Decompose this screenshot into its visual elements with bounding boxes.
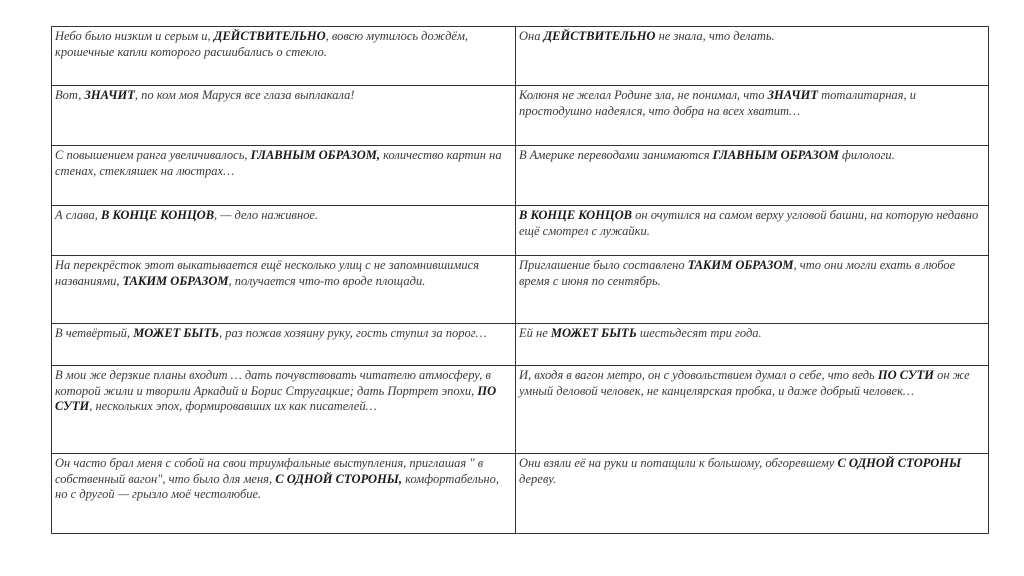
table-row bbox=[52, 206, 989, 256]
cell-text: , нескольких эпох, формировавших их как писателей… bbox=[89, 399, 377, 413]
table-cell-left bbox=[52, 256, 516, 324]
cell-text: В Америке переводами занимаются bbox=[519, 148, 713, 162]
highlighted-phrase: ЗНАЧИТ bbox=[84, 88, 135, 102]
cell-text: дереву. bbox=[519, 471, 557, 486]
cell-text: количество картин на стенах, стекляшек на люстрах… bbox=[55, 148, 502, 178]
cell-text: , по ком моя Маруся все глаза выплакала! bbox=[134, 88, 355, 102]
table-cell-left bbox=[52, 27, 516, 86]
highlighted-phrase: МОЖЕТ БЫТЬ bbox=[133, 326, 220, 340]
cell-text: , — дело наживное. bbox=[214, 208, 319, 222]
highlighted-phrase: ГЛАВНЫМ ОБРАЗОМ bbox=[712, 148, 839, 162]
table-cell-left bbox=[52, 86, 516, 146]
cell-text: тоталитарная, и простодушно надеялся, что добра на всех хватит… bbox=[519, 88, 916, 118]
cell-text: шестьдесят три года. bbox=[636, 326, 762, 340]
cell-text: , получается что-то вроде площади. bbox=[228, 273, 426, 288]
highlighted-phrase: ГЛАВНЫМ ОБРАЗОМ, bbox=[250, 148, 380, 162]
table-cell-right bbox=[516, 146, 989, 206]
cell-text: не знала, что делать. bbox=[655, 29, 775, 43]
highlighted-phrase: С ОДНОЙ СТОРОНЫ bbox=[837, 456, 962, 470]
highlighted-phrase: ТАКИМ ОБРАЗОМ bbox=[687, 258, 794, 272]
table-row bbox=[52, 366, 989, 454]
table-cell-right bbox=[516, 206, 989, 256]
table-cell-right bbox=[516, 324, 989, 366]
highlighted-phrase: МОЖЕТ БЫТЬ bbox=[550, 326, 637, 340]
cell-text: филологи. bbox=[838, 148, 895, 162]
highlighted-phrase: ДЕЙСТВИТЕЛЬНО bbox=[213, 29, 326, 43]
table-body bbox=[52, 27, 989, 534]
cell-text: он же умный деловой человек, не канцелярская пробка, и даже добрый человек… bbox=[519, 368, 970, 398]
cell-text: , раз пожав хозяину руку, гость ступил за порог… bbox=[219, 326, 487, 340]
cell-text: Вот, bbox=[55, 88, 85, 102]
cell-text: А слава, bbox=[55, 208, 102, 222]
table-row bbox=[52, 27, 989, 86]
cell-text: Колюня не желал Родине зла, не понимал, что bbox=[519, 88, 768, 102]
cell-text: В мои же дерзкие планы входит … дать почувствовать читателю атмосферу, в которой жили и творили Аркадий и Борис Стругацкие; дать Портрет эпохи, bbox=[55, 368, 491, 398]
table-cell-right bbox=[516, 86, 989, 146]
cell-text: С повышением ранга увеличивалось, bbox=[55, 148, 251, 162]
table-cell-left bbox=[52, 146, 516, 206]
highlighted-phrase: ДЕЙСТВИТЕЛЬНО bbox=[543, 29, 656, 43]
table-cell-right bbox=[516, 454, 989, 534]
table-cell-right bbox=[516, 256, 989, 324]
cell-text: он очутился на самом верху угловой башни, на которую недавно ещё смотрел с лужайки. bbox=[519, 208, 979, 238]
cell-text: И, входя в вагон метро, он с удовольствием думал о себе, что ведь bbox=[519, 368, 878, 382]
highlighted-phrase: В КОНЦЕ КОНЦОВ bbox=[101, 208, 215, 222]
cell-text: Они взяли её на руки и потащили к большому, обгоревшему bbox=[519, 456, 838, 470]
highlighted-phrase: ПО СУТИ bbox=[877, 368, 934, 382]
highlighted-phrase: ЗНАЧИТ bbox=[767, 88, 819, 102]
table-cell-left bbox=[52, 206, 516, 256]
cell-text: Небо было низким и серым и, bbox=[55, 29, 214, 43]
cell-text: комфортабельно, но с другой — грызло моё честолюбие. bbox=[55, 471, 499, 501]
table-row bbox=[52, 454, 989, 534]
table-cell-right bbox=[516, 27, 989, 86]
cell-text: Ей не bbox=[519, 326, 551, 340]
cell-text: Она bbox=[519, 29, 544, 43]
table-cell-left bbox=[52, 324, 516, 366]
table-row bbox=[52, 86, 989, 146]
table-row bbox=[52, 146, 989, 206]
cell-text: Он часто брал меня с собой на свои триумфальные выступления, приглашая " в собственный вагон", что было для меня, bbox=[55, 456, 484, 486]
table-cell-right bbox=[516, 366, 989, 454]
highlighted-phrase: С ОДНОЙ СТОРОНЫ, bbox=[275, 471, 403, 486]
highlighted-phrase: ПО СУТИ bbox=[55, 383, 497, 413]
highlighted-phrase: В КОНЦЕ КОНЦОВ bbox=[519, 208, 633, 222]
cell-text: , что они могли ехать в любое время с июня по сентябрь. bbox=[519, 258, 956, 288]
examples-table bbox=[51, 26, 989, 534]
table-cell-left bbox=[52, 366, 516, 454]
cell-text: В четвёртый, bbox=[55, 326, 134, 340]
cell-text: Приглашение было составлено bbox=[519, 258, 688, 272]
highlighted-phrase: ТАКИМ ОБРАЗОМ bbox=[122, 273, 229, 288]
cell-text: , вовсю мутилось дождём, крошечные капли которого расшибались о стекло. bbox=[55, 29, 469, 59]
cell-text: На перекрёсток этот выкатывается ещё несколько улиц с не запомнившимися названиями, bbox=[55, 258, 479, 288]
table-row bbox=[52, 256, 989, 324]
table-cell-left bbox=[52, 454, 516, 534]
table-row bbox=[52, 324, 989, 366]
